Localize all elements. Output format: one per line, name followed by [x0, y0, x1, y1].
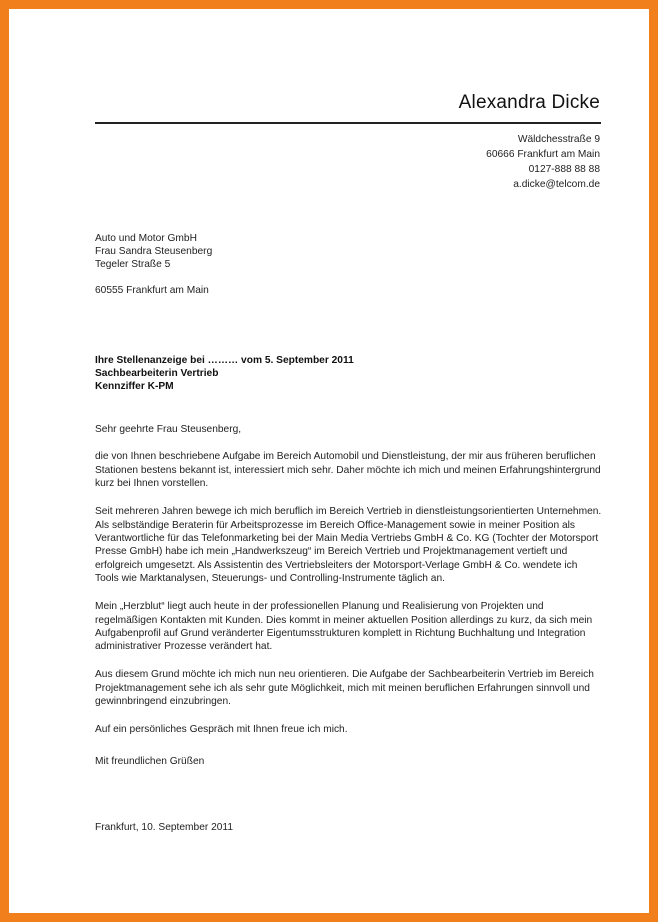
- subject-line: Ihre Stellenanzeige bei ……… vom 5. September 2011: [95, 355, 354, 366]
- recipient-contact: Frau Sandra Steusenberg: [95, 246, 213, 257]
- sender-name: Alexandra Dicke: [458, 92, 600, 113]
- recipient-address: [95, 232, 395, 297]
- recipient-company: Auto und Motor GmbH: [95, 233, 197, 244]
- subject-position: Sachbearbeiterin Vertrieb: [95, 368, 219, 379]
- recipient-street: Tegeler Straße 5: [95, 259, 171, 270]
- subject-block: [95, 354, 495, 393]
- sender-address: [380, 132, 600, 192]
- body-paragraph-3: Mein „Herzblut“ liegt auch heute in der professionellen Planung und Realisierung von Projekten und regelmäßigen Kontakten mit Kunden. Dies kommt in meiner aktuellen Position allerdings zu kurz, da sich mein Aufgabenprofil auf Grund veränderter Eigentumsstrukturen komplett in Richtung Buchhaltung und Integration administrativer Prozesse verändert hat.: [95, 601, 593, 653]
- recipient-city: 60555 Frankfurt am Main: [95, 285, 209, 296]
- body-paragraph-5: Auf ein persönliches Gespräch mit Ihnen freue ich mich.: [95, 724, 348, 736]
- body-paragraph-4: Aus diesem Grund möchte ich mich nun neu orientieren. Die Aufgabe der Sachbearbeiterin Vertrieb im Bereich Projektmanagement sehe ich als sehr gute Möglichkeit, mich mit meinen beruflichen Erfahrungen sinnvoll und gewinnbringend einzubringen.: [95, 669, 594, 708]
- header-rule: [95, 122, 601, 124]
- salutation: Sehr geehrte Frau Steusenberg,: [95, 424, 242, 435]
- body-paragraph-2: Seit mehreren Jahren bewege ich mich beruflich im Bereich Vertrieb in dienstleistungsorientierten Unternehmen. Als selbständige Beraterin für Arbeitsprozesse im Bereich Office-Management sowie in meiner Position als Verantwortliche für das Telefonmarketing bei der Main Media Vertriebs GmbH & Co. KG (Tochter der Motorsport Presse GmbH) habe ich mein „Handwerkszeug“ im Bereich Vertrieb und Projektmanagement vertieft und erfolgreich umgesetzt. Als Assistentin des Vertriebsleiters der Motorsport-Verlage GmbH & Co. wendete ich Tools wie Marktanalysen, Steuerungs- und Controlling-Instrumente täglich an.: [95, 506, 602, 585]
- sender-email: a.dicke@telcom.de: [513, 179, 600, 190]
- letter-body: [95, 423, 603, 751]
- closing: Mit freundlichen Grüßen: [95, 756, 205, 767]
- sender-phone: 0127-888 88 88: [528, 164, 600, 175]
- sender-street: Wäldchesstraße 9: [517, 134, 600, 145]
- body-paragraph-1: die von Ihnen beschriebene Aufgabe im Bereich Automobil und Dienstleistung, der mir aus früheren beruflichen Stationen bestens bekannt ist, interessiert mich sehr. Daher möchte ich mich und meinen Erfahrungshintergrund kurz bei Ihnen vorstellen.: [95, 451, 601, 490]
- subject-reference: Kennziffer K-PM: [95, 381, 174, 392]
- place-date: Frankfurt, 10. September 2011: [95, 822, 233, 833]
- sender-city: 60666 Frankfurt am Main: [486, 149, 600, 160]
